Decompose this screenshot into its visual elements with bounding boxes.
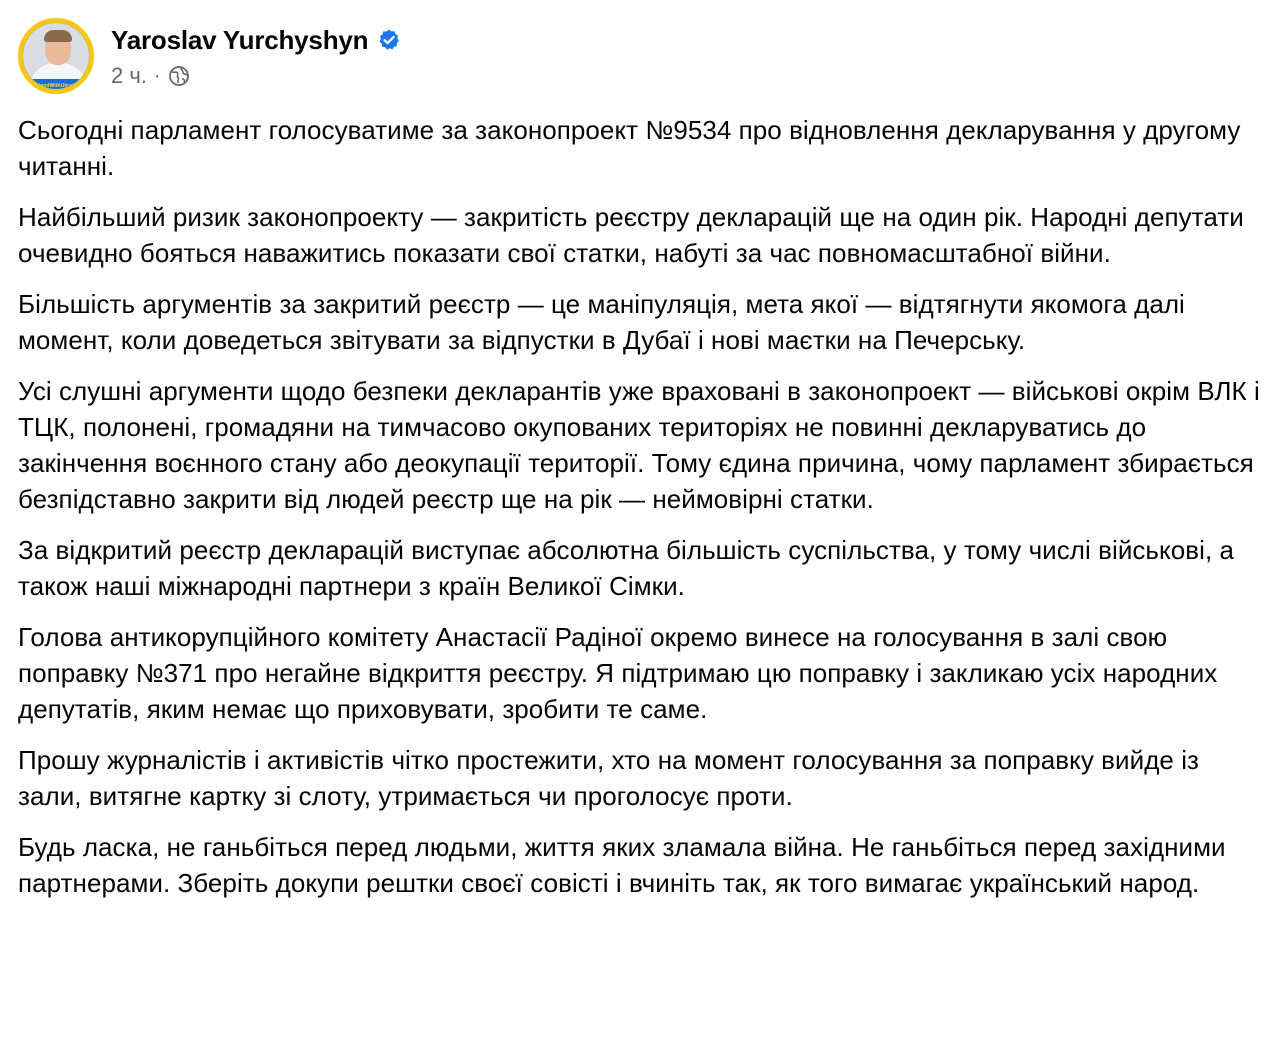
author-block — [111, 18, 401, 89]
post-paragraph: Сьогодні парламент голосуватиме за законопроект №9534 про відновлення декларування у другому читанні. — [18, 115, 1241, 181]
meta-separator: · — [153, 64, 161, 87]
avatar-photo — [23, 23, 89, 89]
post-timestamp[interactable]: 2 ч. — [111, 63, 147, 88]
post-paragraph: Будь ласка, не ганьбіться перед людьми, життя яких зламала війна. Не ганьбіться перед західними партнерами. Зберіть докупи рештки своєї совісті і вчиніть так, як того вимагає український народ. — [18, 832, 1226, 898]
post-paragraph: Голова антикорупційного комітету Анастасії Радіної окремо винесе на голосування в залі свою поправку №371 про негайне відкриття реєстру. Я підтримаю цю поправку і закликаю усіх народних депутатів, яким немає що приховувати, зробити те саме. — [18, 622, 1218, 724]
post-paragraph: Усі слушні аргументи щодо безпеки декларантів уже враховані в законопроект — військові окрім ВЛК і ТЦК, полонені, громадяни на тимчасово окупованих територіях не повинні декларуватись до закінчення воєнного стану або деокупації території. Тому єдина причина, чому парламент збирається безпідставно закрити від людей реєстр ще на рік — неймовірні статки. — [18, 376, 1260, 514]
post-paragraph: Більшість аргументів за закритий реєстр — це маніпуляція, мета якої — відтягнути якомога далі момент, коли доведеться звітувати за відпустки в Дубаї і нові маєтки на Печерську. — [18, 289, 1185, 355]
post-paragraph: За відкритий реєстр декларацій виступає абсолютна більшість суспільства, у тому числі військові, а також наші міжнародні партнери з країн Великої Сімки. — [18, 535, 1235, 601]
globe-icon[interactable] — [168, 65, 190, 87]
post-paragraph: Прошу журналістів і активістів чітко простежити, хто на момент голосування за поправку вийде із зали, витягне картку зі слоту, утримається чи проголосує проти. — [18, 745, 1199, 811]
avatar[interactable] — [18, 18, 94, 94]
avatar-banner: #StandWithUkraine — [23, 79, 89, 89]
post-header — [18, 18, 401, 98]
post-meta — [111, 63, 401, 89]
author-name[interactable]: Yaroslav Yurchyshyn — [111, 24, 369, 55]
post-body — [18, 112, 1268, 916]
verified-badge-icon — [377, 28, 401, 52]
post-paragraph: Найбільший ризик законопроекту — закритість реєстру декларацій ще на один рік. Народні депутати очевидно бояться наважитись показати свої статки, набуті за час повномасштабної війни. — [18, 202, 1244, 268]
